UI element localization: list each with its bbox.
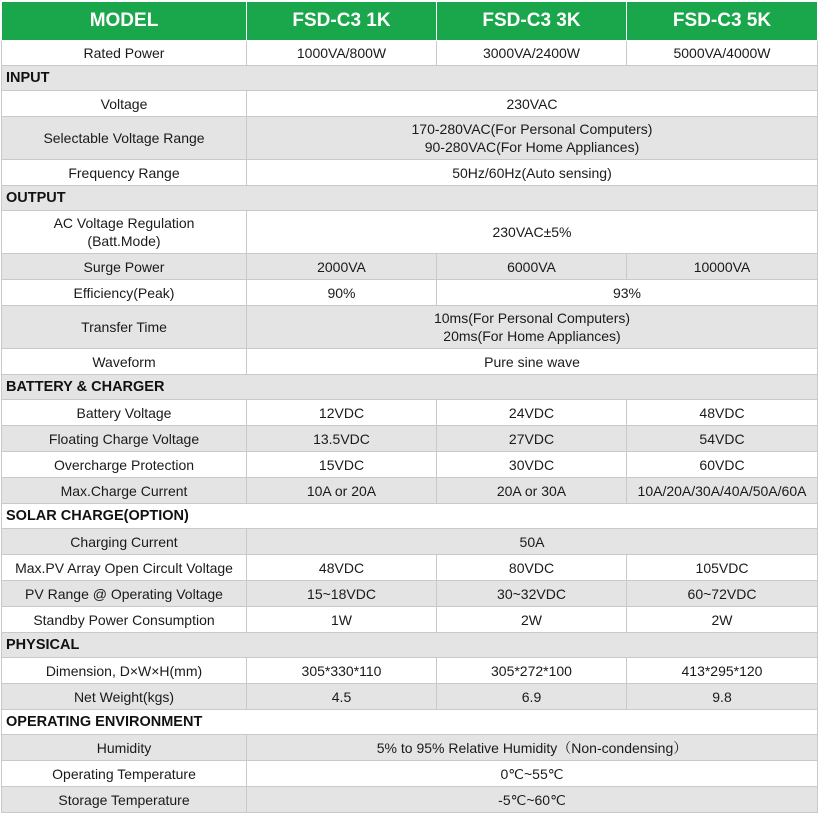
cell-5k: 48VDC (627, 400, 818, 426)
cell-1k: 10A or 20A (247, 478, 437, 504)
model-5k-header: FSD-C3 5K (627, 2, 818, 41)
cell-all: 50A (247, 529, 818, 555)
cell-5k: 9.8 (627, 684, 818, 710)
cell-1k: 15VDC (247, 452, 437, 478)
row-label: Humidity (2, 735, 247, 761)
cell-5k: 60VDC (627, 452, 818, 478)
row-label: Storage Temperature (2, 787, 247, 813)
voltage-row (2, 91, 818, 117)
label-line: AC Voltage Regulation (53, 215, 195, 231)
cell-all: 230VAC (247, 91, 818, 117)
cell-1k: 48VDC (247, 555, 437, 581)
row-label: Rated Power (2, 41, 247, 66)
header-row (2, 2, 818, 41)
operating-temp-row (2, 761, 818, 787)
section-environment (2, 710, 818, 735)
cell-1k: 2000VA (247, 254, 437, 280)
spec-table (1, 1, 818, 813)
row-label: Operating Temperature (2, 761, 247, 787)
standby-row (2, 607, 818, 633)
row-label: Overcharge Protection (2, 452, 247, 478)
ac-regulation-row (2, 211, 818, 254)
cell-all: -5℃~60℃ (247, 787, 818, 813)
pv-range-row (2, 581, 818, 607)
cell-3k: 30~32VDC (437, 581, 627, 607)
row-label: Battery Voltage (2, 400, 247, 426)
section-physical (2, 633, 818, 658)
section-title: INPUT (2, 66, 818, 91)
cell-3k: 6.9 (437, 684, 627, 710)
cell-3k: 6000VA (437, 254, 627, 280)
rated-power-row (2, 41, 818, 66)
cell-all (247, 306, 818, 349)
cell-all: Pure sine wave (247, 349, 818, 375)
cell-all: 50Hz/60Hz(Auto sensing) (247, 160, 818, 186)
cell-5k: 413*295*120 (627, 658, 818, 684)
section-battery (2, 375, 818, 400)
cell-1k: 15~18VDC (247, 581, 437, 607)
cell-5k: 10000VA (627, 254, 818, 280)
dimension-row (2, 658, 818, 684)
text-line: 90-280VAC(For Home Appliances) (424, 139, 640, 155)
weight-row (2, 684, 818, 710)
cell-1k: 1W (247, 607, 437, 633)
cell-5k: 54VDC (627, 426, 818, 452)
selectable-range-row (2, 117, 818, 160)
cell-3k: 3000VA/2400W (437, 41, 627, 66)
overcharge-row (2, 452, 818, 478)
cell-3k-5k: 93% (437, 280, 818, 306)
humidity-row (2, 735, 818, 761)
section-title: OPERATING ENVIRONMENT (2, 710, 818, 735)
max-charge-current-row (2, 478, 818, 504)
cell-1k: 90% (247, 280, 437, 306)
cell-5k: 5000VA/4000W (627, 41, 818, 66)
cell-1k: 4.5 (247, 684, 437, 710)
row-label: Floating Charge Voltage (2, 426, 247, 452)
cell-5k: 2W (627, 607, 818, 633)
row-label: Net Weight(kgs) (2, 684, 247, 710)
section-title: OUTPUT (2, 186, 818, 211)
section-output (2, 186, 818, 211)
cell-3k: 20A or 30A (437, 478, 627, 504)
cell-3k: 305*272*100 (437, 658, 627, 684)
row-label: Dimension, D×W×H(mm) (2, 658, 247, 684)
cell-5k: 105VDC (627, 555, 818, 581)
transfer-time-row (2, 306, 818, 349)
efficiency-row (2, 280, 818, 306)
text-line: 10ms(For Personal Computers) (433, 310, 631, 326)
row-label: Selectable Voltage Range (2, 117, 247, 160)
cell-3k: 27VDC (437, 426, 627, 452)
model-3k-header: FSD-C3 3K (437, 2, 627, 41)
row-label (2, 211, 247, 254)
cell-1k: 1000VA/800W (247, 41, 437, 66)
row-label: Efficiency(Peak) (2, 280, 247, 306)
cell-all: 5% to 95% Relative Humidity（Non-condensing） (247, 735, 818, 761)
cell-all: 0℃~55℃ (247, 761, 818, 787)
section-solar (2, 504, 818, 529)
model-1k-header: FSD-C3 1K (247, 2, 437, 41)
section-input (2, 66, 818, 91)
row-label: Charging Current (2, 529, 247, 555)
frequency-row (2, 160, 818, 186)
model-header: MODEL (2, 2, 247, 41)
cell-3k: 30VDC (437, 452, 627, 478)
row-label: Frequency Range (2, 160, 247, 186)
floating-charge-row (2, 426, 818, 452)
section-title: PHYSICAL (2, 633, 818, 658)
cell-3k: 24VDC (437, 400, 627, 426)
row-label: PV Range @ Operating Voltage (2, 581, 247, 607)
section-title: BATTERY & CHARGER (2, 375, 818, 400)
row-label: Surge Power (2, 254, 247, 280)
cell-all (247, 117, 818, 160)
charging-current-row (2, 529, 818, 555)
row-label: Max.PV Array Open Circult Voltage (2, 555, 247, 581)
storage-temp-row (2, 787, 818, 813)
battery-voltage-row (2, 400, 818, 426)
row-label: Transfer Time (2, 306, 247, 349)
text-line: 170-280VAC(For Personal Computers) (411, 121, 653, 137)
row-label: Standby Power Consumption (2, 607, 247, 633)
max-pv-row (2, 555, 818, 581)
cell-1k: 12VDC (247, 400, 437, 426)
cell-1k: 305*330*110 (247, 658, 437, 684)
waveform-row (2, 349, 818, 375)
cell-all: 230VAC±5% (247, 211, 818, 254)
cell-3k: 2W (437, 607, 627, 633)
cell-3k: 80VDC (437, 555, 627, 581)
section-title: SOLAR CHARGE(OPTION) (2, 504, 818, 529)
row-label: Waveform (2, 349, 247, 375)
label-line: (Batt.Mode) (87, 233, 161, 249)
row-label: Voltage (2, 91, 247, 117)
text-line: 20ms(For Home Appliances) (443, 328, 621, 344)
row-label: Max.Charge Current (2, 478, 247, 504)
surge-power-row (2, 254, 818, 280)
cell-5k: 10A/20A/30A/40A/50A/60A (627, 478, 818, 504)
cell-1k: 13.5VDC (247, 426, 437, 452)
cell-5k: 60~72VDC (627, 581, 818, 607)
